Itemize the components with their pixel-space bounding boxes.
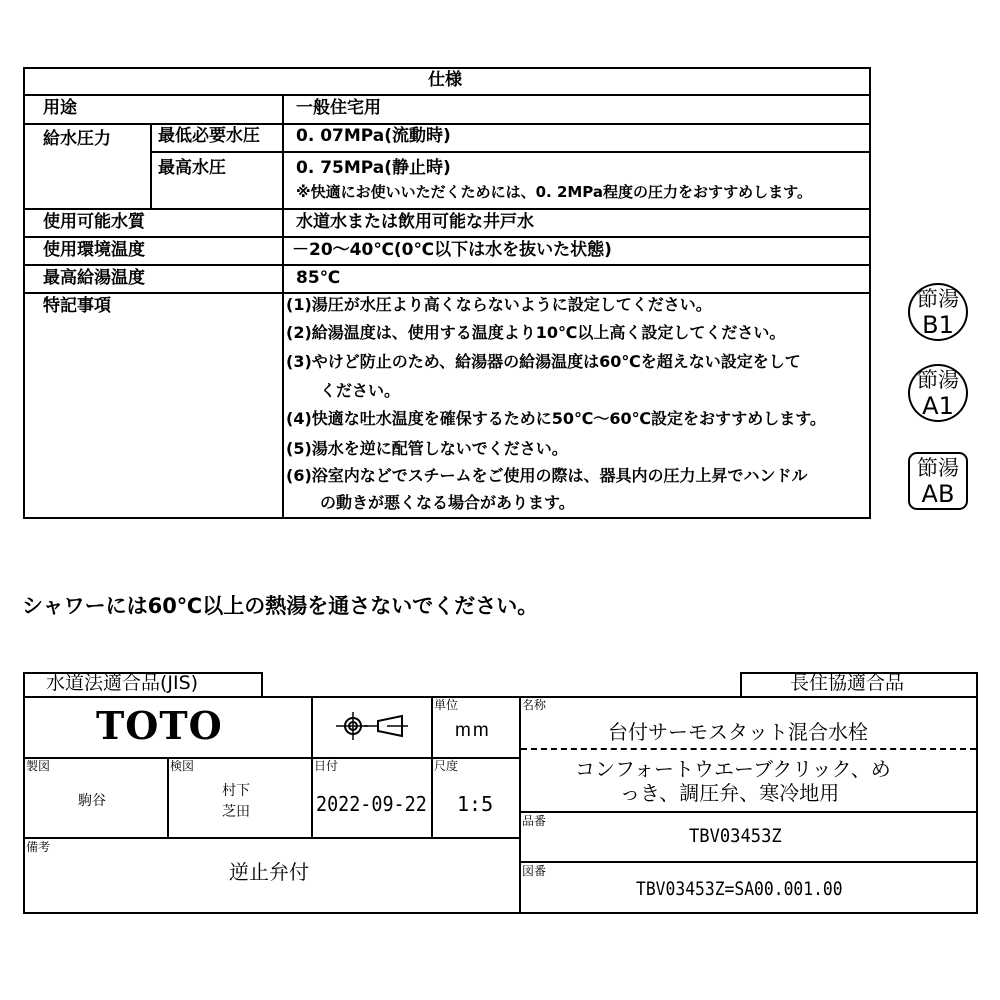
spec-note-item: (4)快適な吐水温度を確保するために50℃～60℃設定をおすすめします。 bbox=[286, 409, 826, 428]
spec-env-temp-label: 使用環境温度 bbox=[43, 240, 145, 260]
chojukyo-tab-label: 長住協適合品 bbox=[790, 672, 905, 694]
setsuyu-b1-badge: 節湯 B1 bbox=[908, 283, 968, 341]
tb-rule bbox=[519, 811, 978, 813]
remarks-value: 逆止弁付 bbox=[229, 860, 309, 884]
scale-label: 尺度 bbox=[434, 759, 459, 773]
spec-water-value: 水道水または飲用可能な井戸水 bbox=[296, 212, 534, 232]
spec-note-item: の動きが悪くなる場合があります。 bbox=[320, 493, 575, 512]
drafter-value: 駒谷 bbox=[78, 793, 106, 809]
setsuyu-a1-badge: 節湯 A1 bbox=[908, 364, 968, 422]
spec-title: 仕様 bbox=[428, 70, 462, 90]
tb-rule bbox=[519, 696, 521, 914]
third-angle-projection-icon bbox=[336, 712, 408, 740]
spec-max-hot-value: 85℃ bbox=[296, 268, 341, 288]
spec-env-temp-value: －20～40℃(0℃以下は水を抜いた状態) bbox=[292, 240, 612, 260]
unit-value: mm bbox=[455, 720, 491, 741]
product-description-line1: コンフォートウエーブクリック、め bbox=[575, 757, 891, 781]
spec-rule bbox=[23, 264, 871, 266]
spec-note-item: (3)やけど防止のため、給湯器の給湯温度は60℃を超えない設定をして bbox=[286, 352, 801, 371]
checker-value-1: 村下 bbox=[222, 783, 250, 799]
tb-rule bbox=[23, 837, 520, 839]
part-no-label: 品番 bbox=[522, 814, 547, 828]
tb-rule bbox=[167, 757, 169, 838]
spec-max-pressure-label: 最高水圧 bbox=[158, 158, 226, 178]
spec-rule bbox=[150, 123, 152, 208]
spec-min-pressure-value: 0. 07MPa(流動時) bbox=[296, 126, 451, 146]
part-no-value: TBV03453Z bbox=[689, 825, 782, 847]
spec-note-item: (1)湯圧が水圧より高くならないように設定してください。 bbox=[286, 295, 712, 314]
drawing-no-label: 図番 bbox=[522, 864, 547, 878]
checker-value-2: 芝田 bbox=[222, 804, 250, 820]
name-label: 名称 bbox=[522, 698, 547, 712]
spec-rule bbox=[23, 292, 871, 294]
spec-use-value: 一般住宅用 bbox=[296, 98, 381, 118]
toto-logo: TOTO bbox=[96, 703, 223, 748]
spec-pressure-note: ※快適にお使いいただくためには、0. 2MPa程度の圧力をおすすめします。 bbox=[296, 183, 812, 201]
spec-rule bbox=[150, 151, 871, 153]
remarks-label: 備考 bbox=[26, 840, 51, 854]
spec-note-item: ください。 bbox=[320, 381, 401, 400]
spec-note-item: (5)湯水を逆に配管しないでください。 bbox=[286, 439, 568, 458]
spec-note-item: (6)浴室内などでスチームをご使用の際は、器具内の圧力上昇でハンドル bbox=[286, 466, 808, 485]
jis-tab-label: 水道法適合品(JIS) bbox=[46, 672, 199, 694]
tb-rule bbox=[311, 696, 313, 838]
spec-rule bbox=[23, 208, 871, 210]
scale-value: 1:5 bbox=[457, 792, 494, 816]
spec-min-pressure-label: 最低必要水圧 bbox=[158, 126, 260, 146]
spec-rule bbox=[23, 94, 871, 96]
tb-dashed-rule bbox=[521, 748, 976, 750]
spec-rule bbox=[282, 94, 284, 519]
spec-max-pressure-value: 0. 75MPa(静止時) bbox=[296, 158, 451, 178]
spec-notes-label: 特記事項 bbox=[43, 296, 111, 316]
tb-rule bbox=[431, 696, 433, 838]
date-value: 2022-09-22 bbox=[316, 792, 427, 816]
spec-note-item: (2)給湯温度は、使用する温度より10℃以上高く設定してください。 bbox=[286, 323, 786, 342]
product-description-line2: っき、調圧弁、寒冷地用 bbox=[620, 781, 840, 805]
spec-pressure-label: 給水圧力 bbox=[43, 129, 111, 149]
spec-water-label: 使用可能水質 bbox=[43, 212, 145, 232]
checker-label: 検図 bbox=[170, 759, 195, 773]
date-label: 日付 bbox=[314, 759, 339, 773]
unit-label: 単位 bbox=[434, 698, 459, 712]
spec-max-hot-label: 最高給湯温度 bbox=[43, 268, 145, 288]
spec-rule bbox=[23, 236, 871, 238]
spec-use-label: 用途 bbox=[43, 98, 77, 118]
shower-warning: シャワーには60℃以上の熱湯を通さないでください。 bbox=[22, 594, 539, 618]
setsuyu-ab-badge: 節湯 AB bbox=[908, 452, 968, 510]
product-name: 台付サーモスタット混合水栓 bbox=[608, 720, 868, 744]
drafter-label: 製図 bbox=[26, 759, 51, 773]
tb-rule bbox=[519, 861, 978, 863]
drawing-no-value: TBV03453Z=SA00.001.00 bbox=[636, 878, 843, 900]
